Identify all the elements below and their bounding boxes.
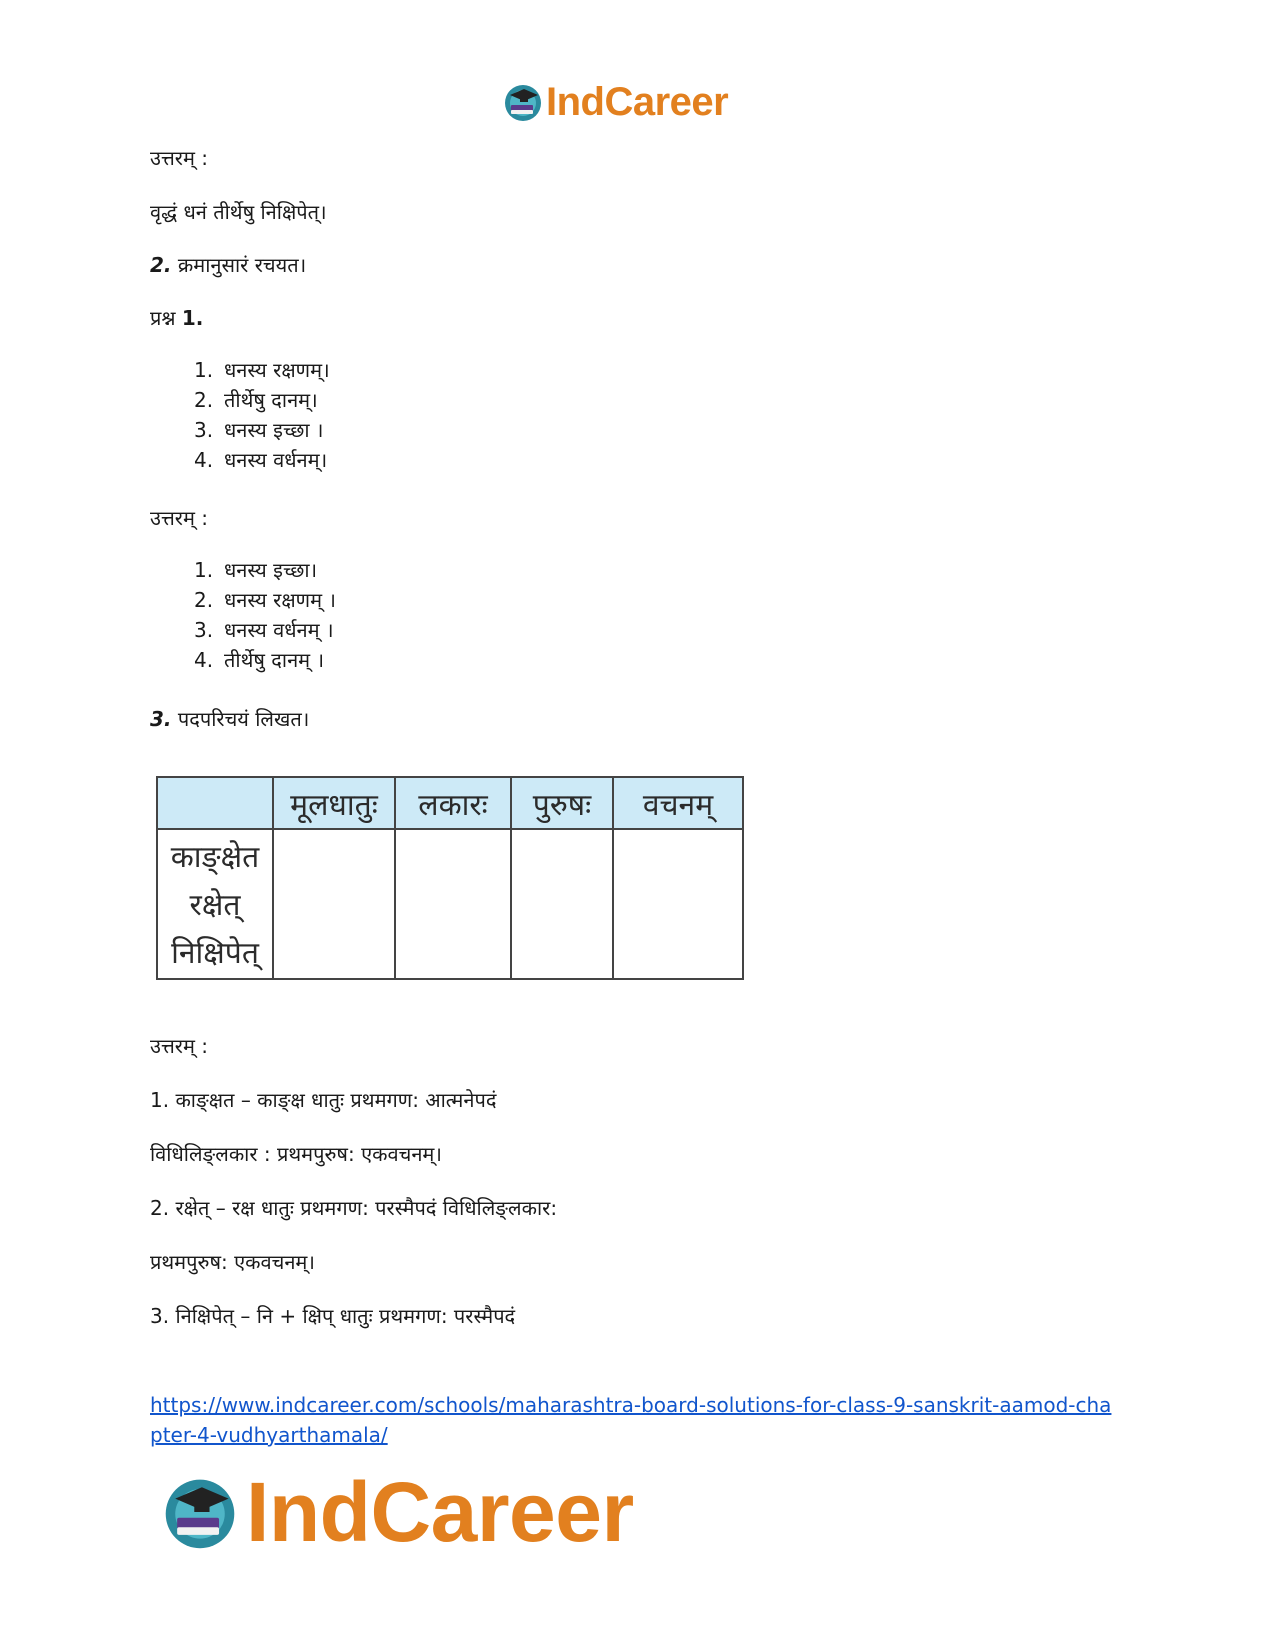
question-label [150, 305, 203, 331]
answer-line: 1. काङ्क्षत – काङ्क्ष धातुः प्रथमगण: आत्मनेपदं [150, 1088, 497, 1112]
table-header-cell [157, 777, 273, 829]
graduation-cap-book-globe-icon [160, 1472, 240, 1552]
table-cell-empty [511, 829, 613, 979]
source-link[interactable] [150, 1390, 1130, 1450]
table-header-cell: वचनम् [613, 777, 743, 829]
table-word: काङ्क्षेत [170, 840, 260, 875]
brand-name: IndCareer [246, 1464, 634, 1559]
question-3-text: पदपरिचयं लिखत। [171, 707, 310, 731]
question-2-number: 2. [150, 253, 172, 277]
question-label-number: 1. [181, 306, 204, 330]
answer-text-1: वृद्धं धनं तीर्थेषु निक्षिपेत्। [150, 200, 327, 224]
answer-label-1: उत्तरम् : [150, 146, 209, 170]
question-2-heading [150, 252, 306, 278]
answer-list [150, 555, 336, 675]
list-item: 3. धनस्य वर्धनम् । [194, 618, 334, 642]
table-header-cell: मूलधातुः [273, 777, 395, 829]
question-3-heading [150, 706, 309, 732]
table-row-words [157, 829, 273, 979]
table-header-cell: लकारः [395, 777, 511, 829]
answer-line: प्रथमपुरुष: एकवचनम्। [150, 1250, 315, 1274]
graduation-cap-book-globe-icon [502, 81, 544, 123]
answer-line: 3. निक्षिपेत् – नि + क्षिप् धातुः प्रथमगण: परस्मैपदं [150, 1304, 516, 1328]
list-item: 3. धनस्य इच्छा । [194, 418, 324, 442]
pada-parichay-table [156, 776, 744, 980]
table-header-row [157, 777, 743, 829]
source-link-line-2[interactable]: pter-4-vudhyarthamala/ [150, 1423, 388, 1447]
table-header-cell: पुरुषः [511, 777, 613, 829]
list-item: 4. तीर्थेषु दानम् । [194, 648, 325, 672]
brand-name: IndCareer [546, 79, 729, 124]
table-cell-empty [395, 829, 511, 979]
header-logo [502, 78, 728, 126]
answer-line: विधिलिङ्लकार : प्रथमपुरुष: एकवचनम्। [150, 1142, 442, 1166]
list-item: 2. धनस्य रक्षणम् । [194, 588, 337, 612]
table-cell-empty [273, 829, 395, 979]
table-cell-empty [613, 829, 743, 979]
table-word: निक्षिपेत् [171, 936, 259, 971]
list-item: 1. धनस्य इच्छा। [194, 558, 318, 582]
question-list [150, 355, 330, 475]
table-row [157, 829, 743, 979]
footer-logo [160, 1462, 634, 1562]
question-2-text: क्रमानुसारं रचयत। [171, 253, 307, 277]
answer-line: 2. रक्षेत् – रक्ष धातुः प्रथमगण: परस्मैपदं विधिलिङ्लकार: [150, 1196, 558, 1220]
answer-label-2: उत्तरम् : [150, 506, 209, 530]
list-item: 1. धनस्य रक्षणम्। [194, 358, 330, 382]
question-3-number: 3. [150, 707, 172, 731]
table-word: रक्षेत् [189, 888, 241, 923]
question-label-text: प्रश्न [150, 306, 182, 330]
list-item: 4. धनस्य वर्धनम्। [194, 448, 328, 472]
list-item: 2. तीर्थेषु दानम्। [194, 388, 318, 412]
answer-label-3: उत्तरम् : [150, 1034, 209, 1058]
source-link-line-1[interactable]: https://www.indcareer.com/schools/maharashtra-board-solutions-for-class-9-sanskrit-aamod-cha [150, 1393, 1112, 1417]
